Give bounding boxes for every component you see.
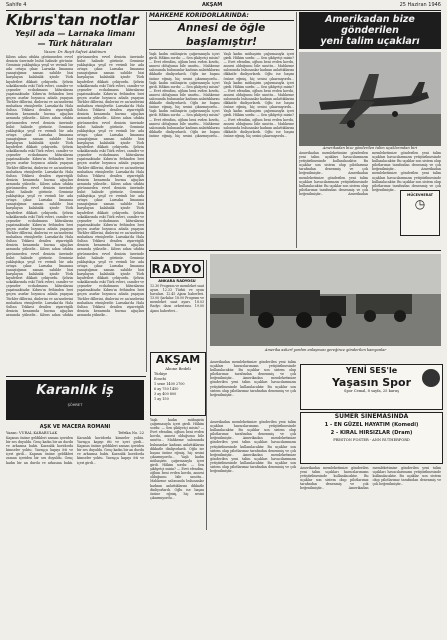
novel-title: AŞK VE MACERA ROMANI [39, 424, 111, 430]
cinema-cast: PRESTON FOSTER - ANN RUTHERFORD [333, 438, 410, 442]
trucks-body-text: Amerikadan memleketimize gönderilen yeni talim uçakları havacılarımızın yetiştirilmesinde kullanılacaktır. Bu uçaklar son sistem olup pilotlarımız tarafından denenmiş ve çok beğenilmiştir... [210, 436, 296, 457]
novel-body [6, 436, 144, 528]
trucks-article-continued [210, 420, 296, 530]
mahkeme-article [149, 12, 294, 248]
novel-banner [6, 380, 144, 420]
subscription-table [151, 371, 205, 403]
face-icon [422, 369, 440, 387]
trucks-body-text: Amerikadan memleketimize gönderilen yeni talim uçakları havacılarımızın yetiştirilmesinde kullanılacaktır. Bu uçaklar son sistem olup pilotlarımız tarafından denenmiş ve çok beğenilmiştir... [210, 452, 296, 474]
trucks-photo [210, 254, 441, 346]
trucks-body-text: Amerikadan memleketimize gönderilen yeni talim uçakları havacılarımızın yetiştirilmesinde kullanılacaktır. Bu uçaklar son sistem olup pilotlarımız tarafından denenmiş ve çok beğenilmiştir... [210, 420, 296, 441]
kibris-byline: Yazan: Dr. Reşit Safvet Atabinen [43, 49, 107, 54]
right-bottom-article [300, 466, 441, 530]
kibris-body-text: Kıbrıs adası ufukta görünmeden evvel denizin üzerinde bulut halinde görünür. Gemimiz yaklaştıkça yeşil ve verimli bir ada ortaya çıkar. Larnaka limanına yanaştığımız zaman sahilde bizi karşılayan kalabalık içinde Türk kıyafetleri dikkati çekiyordu. Şehrin sokaklarında eski Türk evleri, camiler ve çeşmeler ecdadımızın hâtıralarını yaşatmaktadır. Kıbrıs'ın fethinden beri geçen asırlar boyunca adada yaşayan Türkler dillerini, dinlerini ve an'anelerini muhafaza etmişlerdir. Larnaka'da Hala Sultan Tekkesi denilen ziyaretgâh denizin kenarında hurma ağaçları arasında yükselir... [39, 55, 144, 317]
kibris-body-text: Kıbrıs adası ufukta görünmeden evvel denizin üzerinde bulut halinde görünür. Gemimiz yaklaştıkça yeşil ve verimli bir ada ortaya çıkar. Larnaka limanına yanaştığımız zaman sahilde bizi karşılayan kalabalık içinde Türk kıyafetleri dikkati çekiyordu. Şehrin sokaklarında eski Türk evleri, camiler ve çeşmeler ecdadımızın hâtıralarını yaşatmaktadır. Kıbrıs'ın fethinden beri geçen asırlar boyunca adada yaşayan Türkler dillerini, dinlerini ve an'anelerini muhafaza etmişlerdir. Larnaka'da Hala Sultan Tekkesi denilen ziyaretgâh denizin kenarında hurma ağaçları arasında yükselir... [6, 181, 74, 252]
novel-serial [6, 424, 144, 530]
radio-program [150, 279, 204, 349]
novel-body-text: Kapının önüne geldikleri zaman içeriden bir ses duyuldu. Genç kadın bir an durdu ve arkasına baktı. Karanlık koridorda kimseler yoktu. Yavaşça kapıyı itti ve içeri girdi... [77, 444, 144, 465]
kibris-body [6, 55, 144, 372]
radio-header [150, 260, 204, 278]
header-rule [6, 10, 441, 11]
trucks-body-text: Amerikadan memleketimize gönderilen yeni talim uçakları havacılarımızın yetiştirilmesinde kullanılacaktır. Bu uçaklar son sistem olup pilotlarımız tarafından denenmiş ve çok beğenilmiştir... [210, 360, 296, 381]
column-divider [206, 260, 207, 530]
kibris-body-text: Kıbrıs adası ufukta görünmeden evvel denizin üzerinde bulut halinde görünür. Gemimiz yaklaştıkça yeşil ve verimli bir ada ortaya çıkar. Larnaka limanına yanaştığımız zaman sahilde bizi karşılayan kalabalık içinde Türk kıyafetleri dikkati çekiyordu. Şehrin sokaklarında eski Türk evleri, camiler ve çeşmeler ecdadımızın hâtıralarını yaşatmaktadır. Kıbrıs'ın fethinden beri geçen asırlar boyunca adada yaşayan Türkler dillerini, dinlerini ve an'anelerini muhafaza etmişlerdir. Larnaka'da Hala Sultan Tekkesi denilen ziyaretgâh denizin kenarında hurma ağaçları arasında yükselir... [77, 247, 144, 317]
page-number: Sahife 4 [6, 2, 27, 8]
radio-schedule: 12.30 Program ve memleket saat ayarı. 12.33 Türkü ve oyun havaları. 12.45 Ajans haberleri. 13.00 Şarkılar. 18.00 Program ve memleket saat ayarı. 18.03 Radyo dans orkestrası. 19.00 Ajans haberleri... [150, 284, 204, 313]
ucak-title-block [299, 12, 441, 49]
radio-subtitle: ANKARA RADYOSU [158, 279, 196, 283]
column-divider [296, 12, 297, 248]
mahkeme-title: Annesi de öğle başlamıştır! [149, 21, 294, 50]
yeni-ses-title: YENİ SES'le [345, 366, 398, 375]
right-bottom-text: Amerikadan memleketimize gönderilen yeni talim uçakları havacılarımızın yetiştirilmesinde kullanılacaktır. Bu uçaklar son sistem olup pilotlarımız tarafından denenmiş ve çok beğenilmiştir... [348, 466, 441, 491]
kibris-article [6, 12, 144, 372]
subscription-row: Türkiye [154, 372, 168, 376]
subscription-row: 3 ay 400 800 [154, 392, 177, 396]
paper-name: AKŞAM [202, 2, 223, 8]
ucak-body-text: Amerikadan memleketimize gönderilen yeni talim uçakları havacılarımızın yetiştirilmesinde kullanılacaktır. Bu uçaklar son sistem olup pilotlarımız tarafından denenmiş ve çok beğenilmiştir... [299, 171, 368, 196]
subscription-row: 1 ay 150 [154, 397, 169, 401]
right-bottom-text: Amerikadan memleketimize gönderilen yeni talim uçakları havacılarımızın yetiştirilmesinde kullanılacaktır. Bu uçaklar son sistem olup pilotlarımız tarafından denenmiş ve çok beğenilmiştir... [300, 466, 369, 491]
mahkeme-body-text: Yaşlı kadın mübaşirin çağırmasıyla içeri girdi. Hâkim sordu: — Sen şikâyetçi misin? — Evet efendim, oğlum beni evden kovdu, annesi olduğumu bile unuttu... Mahkeme salonunda bulunanlar kadının anlattıklarını dikkatle dinliyorlardı. Oğlu ise başını önüne eğmiş, hiç sesini çıkarmıyordu... [149, 109, 220, 138]
bottom-margin [0, 534, 447, 640]
mahkeme-continued [150, 418, 204, 528]
kibris-subtitle-1: Yeşil ada — Larnaka limanı [14, 29, 135, 38]
novel-byline: Yazan: VURAL KARABULAK [6, 431, 58, 435]
cinema-ad [300, 412, 443, 464]
subscription-row: Ecnebi [154, 377, 166, 381]
subscription-row: 1 sene 1400 2700 [154, 382, 185, 386]
cinema-film-1: 1 - EN GÜZEL HAYATIM (Komedi) [324, 422, 419, 428]
mahkeme-body-text: Yaşlı kadın mübaşirin çağırmasıyla içeri girdi. Hâkim sordu: — Sen şikâyetçi misin? — Evet efendim, oğlum beni evden kovdu, annesi olduğumu bile unuttu... Mahkeme salonunda bulunanlar kadının anlattıklarını dikkatle dinliyorlardı. Oğlu ise başını önüne eğmiş, hiç sesini çıkarmıyordu... [150, 418, 204, 459]
ucak-title-2: yeni talim uçakları [320, 36, 420, 47]
trucks-article-left [210, 360, 296, 416]
kibris-subtitle-2: — Türk hâtıraları [37, 39, 113, 48]
novel-banner-title: Karanlık iş [36, 383, 114, 398]
airplane-photo [299, 52, 441, 146]
radio-title: RADYO [151, 262, 203, 276]
section-rule [149, 250, 441, 251]
subscription-title: AKŞAM [155, 353, 201, 366]
kibris-title: Kıbrıs'tan notlar [6, 12, 139, 29]
ucak-body-text: Amerikadan memleketimize gönderilen yeni talim uçakları havacılarımızın yetiştirilmesinde kullanılacaktır. Bu uçaklar son sistem olup pilotlarımız tarafından denenmiş ve çok beğenilmiştir... [299, 151, 368, 176]
subscription-subtitle: Abone Bedeli [165, 366, 191, 371]
mahkeme-body-text: Yaşlı kadın mübaşirin çağırmasıyla içeri girdi. Hâkim sordu: — Sen şikâyetçi misin? — Evet efendim, oğlum beni evden kovdu, annesi olduğumu bile unuttu... Mahkeme salonunda bulunanlar kadının anlattıklarını dikkatle dinliyorlardı. Oğlu ise başını önüne eğmiş, hiç sesini çıkarmıyordu... [223, 52, 294, 81]
cinema-title: SÜMER SİNEMASINDA [334, 413, 409, 420]
issue-date: 25 Haziran 1946 [399, 2, 441, 8]
subscription-row: 6 ay 750 1450 [154, 387, 179, 391]
kibris-body-text: Kıbrıs adası ufukta görünmeden evvel denizin üzerinde bulut halinde görünür. Gemimiz yaklaştıkça yeşil ve verimli bir ada ortaya çıkar. Larnaka limanına yanaştığımız zaman sahilde bizi karşılayan kalabalık içinde Türk kıyafetleri dikkati çekiyordu. Şehrin sokaklarında eski Türk evleri, camiler ve çeşmeler ecdadımızın hâtıralarını yaşatmaktadır. Kıbrıs'ın fethinden beri geçen asırlar boyunca adada yaşayan Türkler dillerini, dinlerini ve an'anelerini muhafaza etmişlerdir. Larnaka'da Hala Sultan Tekkesi denilen ziyaretgâh denizin kenarında hurma ağaçları arasında yükselir... [6, 55, 73, 121]
mahkeme-section: MAHKEME KORİDORLARINDA: [149, 12, 294, 21]
ucak-body-text: Amerikadan memleketimize gönderilen yeni talim uçakları havacılarımızın yetiştirilmesinde kullanılacaktır. Bu uçaklar son sistem olup pilotlarımız tarafından denenmiş ve çok beğenilmiştir... [372, 167, 441, 192]
novel-banner-subtitle: ŞÖHRET [67, 403, 83, 407]
subscription-box [150, 352, 206, 416]
airplane-icon [299, 52, 441, 146]
novel-body-text: Kapının önüne geldikleri zaman içeriden bir ses duyuldu. Genç kadın bir an durdu ve arkasına baktı. Karanlık koridorda kimseler yoktu. Yavaşça kapıyı itti ve içeri girdi... [6, 436, 144, 465]
mahkeme-body-text: Yaşlı kadın mübaşirin çağırmasıyla içeri girdi. Hâkim sordu: — Sen şikâyetçi misin? — Evet efendim, oğlum beni evden kovdu, annesi olduğumu bile unuttu... Mahkeme salonunda bulunanlar kadının anlattıklarını dikkatle dinliyorlardı. Oğlu ise başını önüne eğmiş, hiç sesini çıkarmıyordu... [149, 52, 220, 81]
yasasin-spor-title: Yaşasın Spor [331, 376, 412, 389]
truck-icon [210, 254, 441, 346]
airplane-caption: Amerikadan bize gönderilen talim uçaklarından biri [322, 146, 418, 150]
ucak-title: Amerikadan bize gönderilen [325, 14, 415, 36]
kibris-body-text: Kıbrıs adası ufukta görünmeden evvel denizin üzerinde bulut halinde görünür. Gemimiz yaklaştıkça yeşil ve verimli bir ada ortaya çıkar. Larnaka limanına yanaştığımız zaman sahilde bizi karşılayan kalabalık içinde Türk kıyafetleri dikkati çekiyordu. Şehrin sokaklarında eski Türk evleri, camiler ve çeşmeler ecdadımızın hâtıralarını yaşatmaktadır. Kıbrıs'ın fethinden beri geçen asırlar boyunca adada yaşayan Türkler dillerini, dinlerini ve an'anelerini muhafaza etmişlerdir. Larnaka'da Hala Sultan Tekkesi denilen ziyaretgâh denizin kenarında hurma ağaçları arasında yükselir... [6, 116, 74, 186]
kibris-body-text: Kıbrıs adası ufukta görünmeden evvel denizin üzerinde bulut halinde görünür. Gemimiz yaklaştıkça yeşil ve verimli bir ada ortaya çıkar. Larnaka limanına yanaştığımız zaman sahilde bizi karşılayan kalabalık içinde Türk kıyafetleri dikkati çekiyordu. Şehrin sokaklarında eski Türk evleri, camiler ve çeşmeler ecdadımızın hâtıralarını yaşatmaktadır. Kıbrıs'ın fethinden beri geçen asırlar boyunca adada yaşayan Türkler dillerini, dinlerini ve an'anelerini muhafaza etmişlerdir. Larnaka'da Hala Sultan Tekkesi denilen ziyaretgâh denizin kenarında hurma ağaçları arasında yükselir... [6, 247, 74, 317]
trucks-caption: Amerika askerî yardım anlaşması gereğince gönderilen kamyonlar [264, 348, 387, 352]
mahkeme-body [149, 52, 294, 248]
mahkeme-body-text: Yaşlı kadın mübaşirin çağırmasıyla içeri girdi. Hâkim sordu: — Sen şikâyetçi misin? — Evet efendim, oğlum beni evden kovdu, annesi olduğumu bile unuttu... Mahkeme salonunda bulunanlar kadının anlattıklarını dikkatle dinliyorlardı. Oğlu ise başını önüne eğmiş, hiç sesini çıkarmıyordu... [149, 80, 220, 110]
section-rule [6, 376, 146, 377]
mahkeme-body-text: Yaşlı kadın mübaşirin çağırmasıyla içeri girdi. Hâkim sordu: — Sen şikâyetçi misin? — Evet efendim, oğlum beni evden kovdu, annesi olduğumu bile unuttu... Mahkeme salonunda bulunanlar kadının anlattıklarını dikkatle dinliyorlardı. Oğlu ise başını önüne eğmiş, hiç sesini çıkarmıyordu... [223, 109, 294, 138]
kibris-body-text: Kıbrıs adası ufukta görünmeden evvel denizin üzerinde bulut halinde görünür. Gemimiz yaklaştıkça yeşil ve verimli bir ada ortaya çıkar. Larnaka limanına yanaştığımız zaman sahilde bizi karşılayan kalabalık içinde Türk kıyafetleri dikkati çekiyordu. Şehrin sokaklarında eski Türk evleri, camiler ve çeşmeler ecdadımızın hâtıralarını yaşatmaktadır. Kıbrıs'ın fethinden beri geçen asırlar boyunca adada yaşayan Türkler dillerini, dinlerini ve an'anelerini muhafaza etmişlerdir. Larnaka'da Hala Sultan Tekkesi denilen ziyaretgâh denizin kenarında hurma ağaçları arasında yükselir... [77, 116, 144, 186]
cinema-film-2: 2 - KIRAL HIRSIZLAR (Dram) [330, 430, 413, 436]
column-divider [146, 12, 147, 372]
novel-part: Tefrika No. 22 [117, 431, 144, 435]
yeni-ses-ad [300, 364, 443, 410]
mahkeme-body-text: Yaşlı kadın mübaşirin çağırmasıyla içeri girdi. Hâkim sordu: — Sen şikâyetçi misin? — Evet efendim, oğlum beni evden kovdu, annesi olduğumu bile unuttu... Mahkeme salonunda bulunanlar kadının anlattıklarını dikkatle dinliyorlardı. Oğlu ise başını önüne eğmiş, hiç sesini çıkarmıyordu... [223, 80, 294, 110]
kibris-body-text: Kıbrıs adası ufukta görünmeden evvel denizin üzerinde bulut halinde görünür. Gemimiz yaklaştıkça yeşil ve verimli bir ada ortaya çıkar. Larnaka limanına yanaştığımız zaman sahilde bizi karşılayan kalabalık içinde Türk kıyafetleri dikkati çekiyordu. Şehrin sokaklarında eski Türk evleri, camiler ve çeşmeler ecdadımızın hâtıralarını yaşatmaktadır. Kıbrıs'ın fethinden beri geçen asırlar boyunca adada yaşayan Türkler dillerini, dinlerini ve an'anelerini muhafaza etmişlerdir. Larnaka'da Hala Sultan Tekkesi denilen ziyaretgâh denizin kenarında hurma ağaçları arasında yükselir... [77, 181, 144, 252]
page-header [6, 0, 441, 10]
novel-body-text: Kapının önüne geldikleri zaman içeriden bir ses duyuldu. Genç kadın bir an durdu ve arkasına baktı. Karanlık koridorda kimseler yoktu. Yavaşça kapıyı itti ve içeri girdi... [6, 436, 73, 457]
mahkeme-body-text: Yaşlı kadın mübaşirin çağırmasıyla içeri girdi. Hâkim sordu: — Sen şikâyetçi misin? — Evet efendim, oğlum beni evden kovdu, annesi olduğumu bile unuttu... Mahkeme salonunda bulunanlar kadının anlattıklarını dikkatle dinliyorlardı. Oğlu ise başını önüne eğmiş, hiç sesini çıkarmıyordu... [150, 454, 204, 500]
jewelry-ad [400, 190, 440, 236]
trucks-body-text: Amerikadan memleketimize gönderilen yeni talim uçakları havacılarımızın yetiştirilmesinde kullanılacaktır. Bu uçaklar son sistem olup pilotlarımız tarafından denenmiş ve çok beğenilmiştir... [210, 376, 296, 397]
ucak-body-text: Amerikadan memleketimize gönderilen yeni talim uçakları havacılarımızın yetiştirilmesinde kullanılacaktır. Bu uçaklar son sistem olup pilotlarımız tarafından denenmiş ve çok beğenilmiştir... [348, 151, 441, 196]
yeni-ses-subtitle: Spor Cemal, 8 sayfa, 25 kuruş [344, 389, 399, 393]
clock-icon: ◷ [414, 197, 426, 211]
jewelry-ad-title: MÜCEVHERAT [407, 193, 433, 197]
